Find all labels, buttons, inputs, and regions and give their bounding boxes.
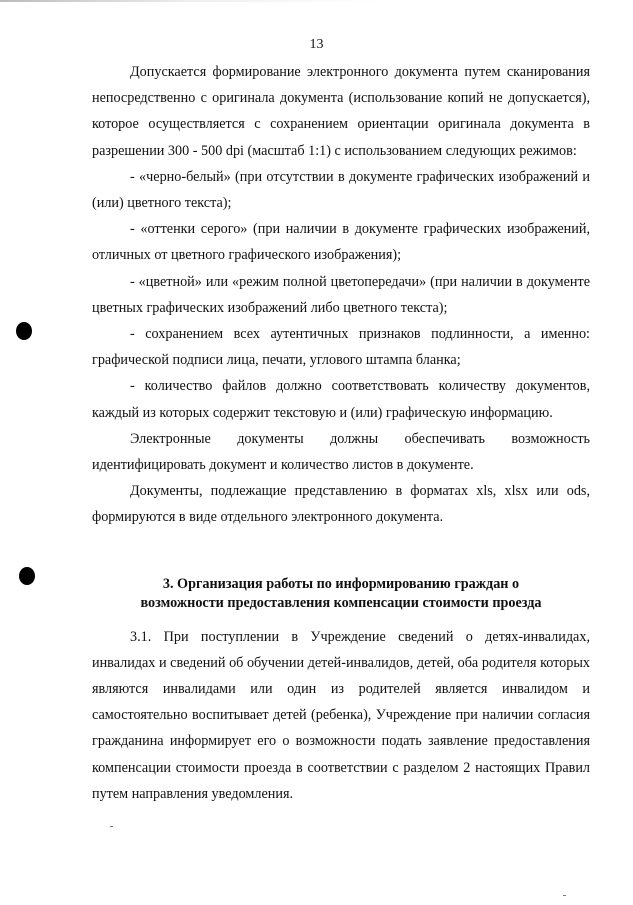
document-body: [92, 59, 590, 807]
paragraph-identification: Электронные документы должны обеспечивать возможность идентифицировать документ и количество листов в документе.: [92, 430, 590, 474]
scan-edge: [0, 0, 633, 2]
list-item-color: - «цветной» или «режим полной цветопередачи» (при наличии в документе цветных графических изображений либо цветного текста);: [92, 273, 590, 316]
list-item-authenticity: - сохранением всех аутентичных признаков подлинности, а именно: графической подписи лица, печати, углового штампа бланка;: [92, 326, 590, 369]
page-number: 13: [309, 37, 324, 52]
punch-hole-lower: [19, 567, 35, 585]
section-heading: [92, 575, 590, 614]
section-heading-line2: возможности предоставления компенсации стоимости проезда: [140, 595, 542, 612]
paragraph-scanning: Допускается формирование электронного документа путем сканирования непосредственно с оригинала документа (использование копий не допускается), которое осуществляется с сохранением ориентации оригинала документа в разрешении 300 - 500 dpi (масштаб 1:1) с использованием следующих режимов:: [92, 64, 590, 159]
scan-speck: [110, 826, 113, 827]
scan-speck: [563, 895, 566, 896]
paragraph-formats: Документы, подлежащие представлению в форматах xls, xlsx или ods, формируются в виде отдельного электронного документа.: [92, 483, 590, 526]
list-item-file-count: - количество файлов должно соответствовать количеству документов, каждый из которых содержит текстовую и (или) графическую информацию.: [92, 378, 590, 421]
paragraph-3-1: 3.1. При поступлении в Учреждение сведений о детях-инвалидах, инвалидах и сведений об обучении детей-инвалидов, детей, оба родителя которых являются инвалидами или один из родителей является инвалидом и самостоятельно воспитывает детей (ребенка), Учреждение при наличии согласия гражданина информирует его о возможности подать заявление предоставления компенсации стоимости проезда в соответствии с разделом 2 настоящих Правил путем направления уведомления.: [92, 628, 590, 802]
punch-hole-upper: [16, 322, 32, 340]
list-item-bw: - «черно-белый» (при отсутствии в документе графических изображений и (или) цветного текста);: [92, 168, 590, 212]
list-item-grayscale: - «оттенки серого» (при наличии в документе графических изображений, отличных от цветного графического изображения);: [92, 221, 590, 264]
section-heading-line1: 3. Организация работы по информированию граждан о: [162, 575, 520, 592]
